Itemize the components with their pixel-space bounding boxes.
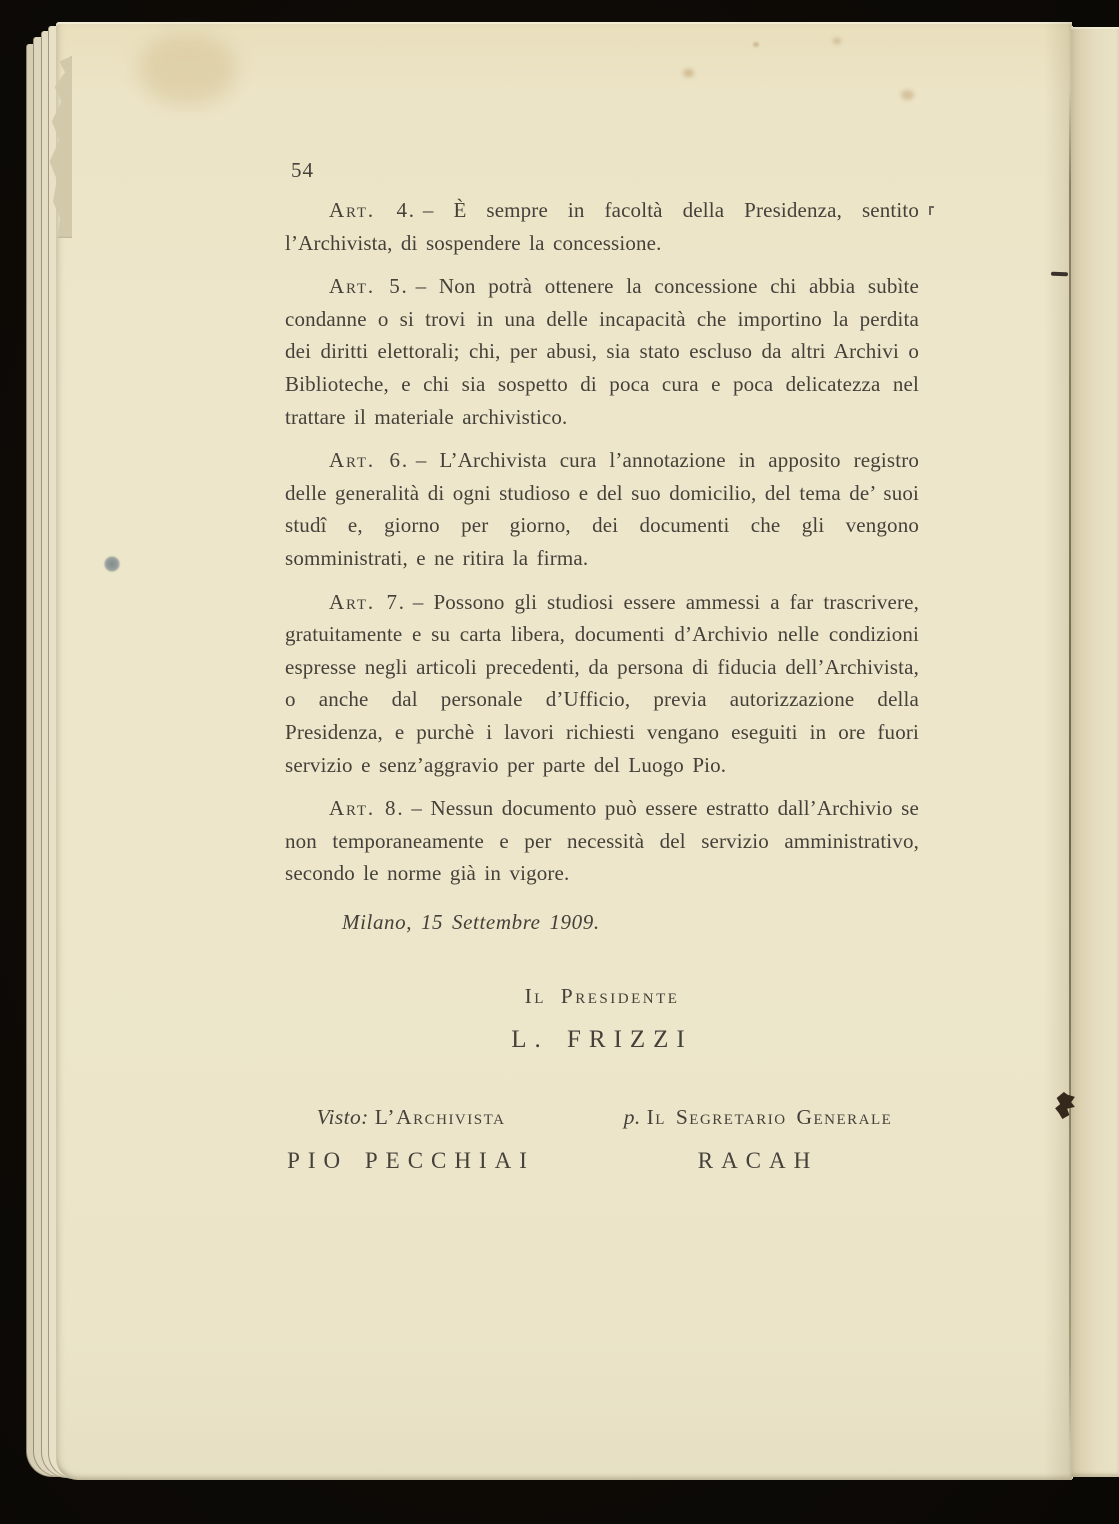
article-5-paragraph [285, 270, 919, 433]
article-7-paragraph [285, 586, 919, 782]
secretary-title: Il Segretario Generale [646, 1104, 893, 1129]
article-6-paragraph [285, 444, 919, 574]
article-7-text: – Possono gli studiosi essere ammessi a far trascrivere, gratuitamente e su carta libera, documenti d’Archivio nelle condizioni espresse negli articoli precedenti, da persona di fiducia dell’Archivista, o anche dal personale d’Ufficio, previa autorizzazione della Presidenza, e purchè i lavori richiesti vengano eseguiti in ore fuori servizio e senz’aggravio per parte del Luogo Pio. [285, 589, 919, 777]
archivist-title: L’Archivista [374, 1104, 506, 1129]
article-8-paragraph [285, 792, 919, 890]
gutter-fold-line [1069, 88, 1071, 1450]
article-4-text: – È sempre in facoltà della Presidenza, sentito l’Archivista, di sospendere la concessione. [285, 198, 919, 255]
margin-dash-mark [1051, 272, 1068, 277]
article-5-text: – Non potrà ottenere la concessione chi abbia subìte condanne o si trovi in una delle incapacità che importino la perdita dei diritti elettorali; chi, per abusi, sia stato escluso da altri Archivi o Biblioteche, e chi sia sospetto di poca cura e poca delicatezza nel trattare il materiale archivistico. [285, 274, 919, 429]
article-5-label: Art. 5. [329, 274, 409, 299]
archivist-signature: PIO PECCHIAI [287, 1148, 535, 1174]
article-4-paragraph [285, 194, 919, 259]
president-signature: L. FRIZZI [511, 1026, 693, 1054]
archivist-title-line [285, 1101, 537, 1134]
archivist-signature-block [285, 1101, 537, 1178]
stray-print-mark [927, 205, 935, 216]
article-8-label: Art. 8. [329, 796, 405, 821]
article-4-label: Art. 4. [329, 198, 416, 222]
secretary-signature-block [597, 1101, 919, 1178]
article-8-text: – Nessun documento può essere estratto dall’Archivio se non temporaneamente e per necessità del servizio amministrativo, secondo le norme già in vigore. [285, 796, 919, 886]
text-column [285, 194, 919, 1178]
secretary-title-line [597, 1101, 919, 1134]
page-number: 54 [291, 158, 314, 182]
signature-row [285, 1101, 919, 1178]
adjacent-page [1071, 27, 1119, 1477]
article-7-label: Art. 7. [329, 589, 406, 614]
article-6-text: – L’Archivista cura l’annotazione in apposito registro delle generalità di ogni studioso e del suo domicilio, del tema de’ suoi studî e, giorno per giorno, dei documenti che gli vengono somministrati, e ne ritira la firma. [285, 448, 919, 570]
article-6-label: Art. 6. [329, 448, 409, 473]
per-label: p. [623, 1104, 641, 1129]
dateline: Milano, 15 Settembre 1909. [342, 909, 600, 934]
visto-label: Visto: [316, 1104, 369, 1129]
president-title: Il Presidente [524, 984, 680, 1009]
secretary-signature: RACAH [697, 1148, 819, 1174]
